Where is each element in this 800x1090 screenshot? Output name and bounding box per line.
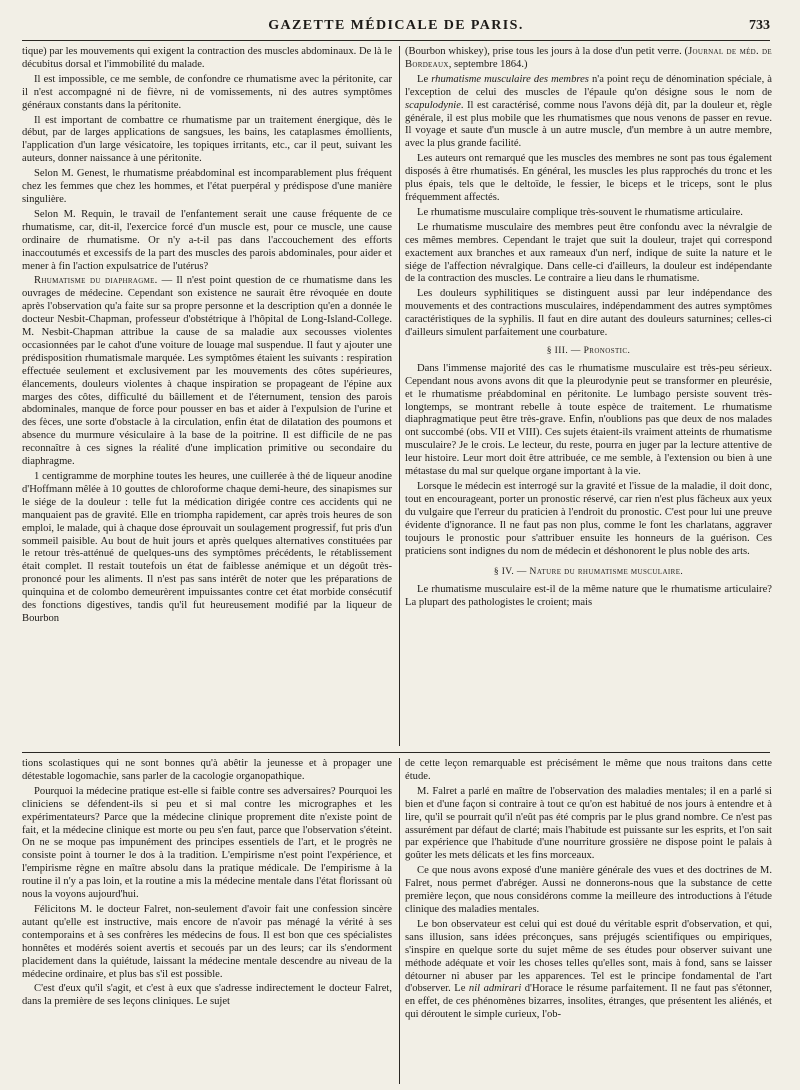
paragraph: Il est important de combattre ce rhumatisme par un traitement énergique, dès le début, par de larges applications de sangsues, les bains, les cataplasmes émollients, l'application d'un large vésicatoire, les topiques irritants, etc., car il peut, suivant les auteurs, donner naissance à une péritonite. <box>22 114 392 165</box>
page-number: 733 <box>749 18 770 33</box>
upper-right-column <box>405 46 772 748</box>
page-header <box>22 16 770 40</box>
lower-left-column <box>22 758 392 1086</box>
paragraph: Félicitons M. le docteur Falret, non-seulement d'avoir fait une confession sincère autant qu'elle est instructive, mais encore de n'avoir pas ménagé la vérité à ses contemporains et à ses confrères les médecins de fous. Il est bon que ces spécialistes honnêtes et modérés soient avertis et secoués par un des leurs; car ils s'endorment placidement dans la quiétude, laissant la médecine mentale descendre au niveau de la médecine ordinaire, et plus bas s'il est possible. <box>22 903 392 980</box>
column-separator <box>399 46 400 746</box>
subsection-heading: Rhumatisme du diaphragme. <box>34 275 158 287</box>
column-separator <box>399 758 400 1084</box>
paragraph-text: — Il n'est point question de ce rhumatisme dans les ouvrages de médecine. Cependant son existence ne saurait être révoquée en doute après l'observation qu'a faite sur sa propre personne et la description qu'en a donnée le docteur Nesbit-Chapman, professeur d'obstétrique à l'hôpital de Long-Island-College. M. Nesbit-Chapman attribue la cause de sa maladie aux secousses violentes occasionnées par le cahot d'une voiture de louage mal suspendue. Il faut y ajouter une prédisposition rhumatismale marquée. Les symptômes étaient les suivants : respiration effectuée seulement et exclusivement par les mouvements des côtes supérieures, élancements, douleurs violentes à chaque inspiration se propageant de l'épine aux marges des côtes, difficulté du bâillement et de l'éternument, tension des parois abdominales, manque de force pour pousser en bas et aider à l'expulsion de l'urine et des fèces, une sorte d'obstacle à la circulation, enfin état de dilatation des poumons et absence du murmure vésiculaire à la base de la poitrine. Il est difficile de ne pas reconnaître à ces signes la réalité d'une implication primitive ou secondaire du diaphragme. <box>22 275 392 468</box>
paragraph: Il est impossible, ce me semble, de confondre ce rhumatisme avec la péritonite, car il n'est accompagné ni de fièvre, ni de vomissements, ni des autres symptômes généraux constants dans la péritonite. <box>22 73 392 111</box>
paragraph: Dans l'immense majorité des cas le rhumatisme musculaire est très-peu sérieux. Cependant nous avons avons dit que la pleurodynie peut se transformer en pleurésie, et le rhumatisme préabdominal en péritonite. Le lumbago persiste souvent très-longtemps, se montrant rebelle à toute espèce de traitement. Le rhumatisme diaphragmatique peut être très-grave. Enfin, n'oublions pas que deux de nos malades ont succombé (obs. VII et VIII). Ces sujets étaient-ils vraiment atteints de rhumatisme musculaire? Je le crois. Le lecteur, du reste, pourra en juger par la lecture attentive de leur histoire. Leur mort doit être attribuée, ce me semble, à l'extension ou bien à une métastase du mal sur quelque organe important à la vie. <box>405 362 772 478</box>
paragraph: de cette leçon remarquable est précisément le même que nous traitons dans cette étude. <box>405 758 772 782</box>
paragraph: C'est d'eux qu'il s'agit, et c'est à eux que s'adresse indirectement le docteur Falret, dans la première de ses leçons cliniques. Le sujet <box>22 983 392 1008</box>
paragraph: tions scolastiques qui ne sont bonnes qu'à abêtir la jeunesse et à propager une détestable logomachie, sans parler de la cacologie organopathique. <box>22 758 392 782</box>
paragraph: Les douleurs syphilitiques se distinguent aussi par leur indépendance des mouvements et des contractions musculaires, indépendamment des autres symptômes caractéristiques de la syphilis. Il faut en dire autant des douleurs saturnines; celles-ci d'ailleurs simulent parfaitement une courbature. <box>405 288 772 339</box>
paragraph: M. Falret a parlé en maître de l'observation des maladies mentales; il en a parlé si bien et d'une façon si contraire à tout ce qu'on est habitué de nos jours à entendre et à lire, qu'il se pourrait qu'il n'eût pas été compris par le plus grand nombre. Ce n'est pas assurément par défaut de clarté; mais l'habitude est puissante sur les esprits, et l'on sait par expérience que l'habitude d'une nourriture grossière ne dispose point le palais à goûter les mets délicats et les fins morceaux. <box>405 785 772 862</box>
section-heading-pronostic: § III. — Pronostic. <box>546 345 631 356</box>
paragraph: Le rhumatisme musculaire complique très-souvent le rhumatisme articulaire. <box>417 206 743 218</box>
paragraph: Selon M. Genest, le rhumatisme préabdominal est incomparablement plus fréquent chez les femmes que chez les hommes, et l'état puerpéral y prédispose d'une manière singulière. <box>22 168 392 205</box>
header-rule <box>22 40 770 41</box>
paragraph: tique) par les mouvements qui exigent la contraction des muscles abdominaux. De là le décubitus dorsal et l'immobilité du malade. <box>22 46 392 70</box>
paragraph: Lorsque le médecin est interrogé sur la gravité et l'issue de la maladie, il doit donc, tout en encourageant, porter un pronostic réservé, car rien n'est plus fâcheux aux yeux du vulgaire que l'erreur du praticien à l'endroit du pronostic. C'est pour lui une preuve évidente d'ignorance. Il ne faut pas non plus, comme le font les charlatans, aggraver toujours le pronostic pour s'attribuer ensuite les honneurs de la guérison. Ces praticiens sont indignes du nom de médecin et déshonorent le plus noble des arts. <box>405 481 772 557</box>
paragraph: Le rhumatisme musculaire est-il de la même nature que le rhumatisme articulaire? La plupart des pathologistes le croient; mais <box>405 584 772 609</box>
paragraph: 1 centigramme de morphine toutes les heures, une cuillerée à thé de liqueur anodine d'Hoffmann mêlée à 10 gouttes de chloroforme chaque demi-heure, des sinapismes sur le siége de la douleur : telle fut la médication dirigée contre ces accidents qui ne manquaient pas de gravité. Elle en triompha rapidement, car après trois heures de son emploi, le malade, qui à chaque dose éprouvait un soulagement progressif, fut pris d'un sommeil paisible. Au bout de huit jours et après quelques alternatives constituées par le retour très-atténué de quelques-uns des symptômes précédents, le rétablissement était complet. Il restait toutefois un état de faiblesse anémique et un dégoût très-prononcé pour les aliments. Il n'est pas sans intérêt de noter que les préparations de quinquina et de colombo demeurèrent impuissantes contre cet état morbide consécutif des fonctions digestives, tandis qu'il fut heureusement modifié par la liqueur de Bourbon <box>22 471 392 624</box>
section-rule <box>22 752 770 753</box>
paragraph: Selon M. Requin, le travail de l'enfantement serait une cause fréquente de ce rhumatisme, car, dit-il, l'exercice forcé d'un muscle est, pour ce muscle, une cause ordinaire de rhumatisme. Or n'y a-t-il pas dans l'accouchement des efforts inaccoutumés et excessifs de la part des muscles des parois abdominales, pour aider et mener à fin l'action expulsatrice de l'utérus? <box>22 208 392 272</box>
paragraph-membres: Le rhumatisme musculaire des membres n'a point reçu de dénomination spéciale, à l'exception de celui des muscles de l'épaule qu'on désigne sous le nom de scapulodynie. Il est caractérisé, comme nous l'avons déjà dit, par la douleur et, règle générale, il est plus mobile que les rhumatismes que nous venons de passer en revue. Il voyage et saute d'un muscle à un autre muscle, d'un membre à un autre membre, avec la plus grande facilité. <box>405 73 772 150</box>
paragraph-diaphragme <box>22 275 392 469</box>
source-citation: (Bourbon whiskey), prise tous les jours à la dose d'un petit verre. (Journal de méd. de Bordeaux, septembre 1864.) <box>405 46 772 70</box>
paragraph-observer: Le bon observateur est celui qui est doué du véritable esprit d'observation, et qui, sans illusion, sans idées préconçues, sans préjugés scientifiques ou empiriques, s'inspire en quelque sorte du sujet même de ses études pour observer suivant une méthode adéquate et voir les choses telles qu'elles sont, mais à fond, sans se laisser détourner ni abuser par les apparences. Tel est le principe fondamental de l'art d'observer. Le nil admirari d'Horace le résume parfaitement. Il ne faut pas s'étonner, en effet, de ces phénomènes bizarres, insolites, étranges, que présentent les aliénés, et qui déroutent le simple curieux, l'ob- <box>405 918 772 1021</box>
italic-term: rhumatisme musculaire des membres <box>431 73 589 85</box>
lower-right-column <box>405 758 772 1086</box>
section-heading-nature: § IV. — Nature du rhumatisme musculaire. <box>493 567 684 578</box>
italic-term: nil admirari <box>468 983 522 995</box>
paragraph: Les auteurs ont remarqué que les muscles des membres ne sont pas tous également disposés à être rhumatisés. En général, les muscles les plus rapprochés du tronc et les plus épais, tels que le deltoïde, le fessier, le biceps et le triceps, sont le plus fréquemment affectés. <box>405 153 772 203</box>
italic-term: scapulodynie <box>405 99 461 111</box>
paragraph: Pourquoi la médecine pratique est-elle si faible contre ses adversaires? Pourquoi les cliniciens se défendent-ils si peu et si mal contre les micrographes et les expérimentateurs? Parce que la médecine clinique proprement dite n'existe point de fait, et la médecine clinique est morte ou peu s'en faut, parce que l'observation s'éteint. On ne se moque pas impunément des principes essentiels de l'art, et le progrès ne consiste point à tourner le dos à la tradition. L'empirisme n'est point l'expérience, et l'empirisme règne en maître absolu dans la pratique médicale. De l'empirisme à la routine il n'y a pas loin, et la routine a mis la médecine mentale dans l'état florissant où nous la voyons aujourd'hui. <box>22 785 392 901</box>
journal-reference: Journal de méd. de Bordeaux <box>405 46 772 70</box>
upper-left-column <box>22 46 392 748</box>
journal-title: GAZETTE MÉDICALE DE PARIS. <box>268 18 524 33</box>
paragraph: Le rhumatisme musculaire des membres peut être confondu avec la névralgie de ces mêmes membres. Cependant le trajet que suit la douleur, trajet qui correspond exactement aux branches et aux rameaux d'un nerf, indique de suite la nature et le siége de l'affection névralgique. Dans celle-ci d'ailleurs, la douleur est indépendante de la contraction des muscles. Le contraire a lieu dans le rhumatisme. <box>405 221 772 285</box>
paragraph: Ce que nous avons exposé d'une manière générale des vues et des doctrines de M. Falret, nous permet d'abréger. Aussi ne donnerons-nous que la substance de cette première leçon, que nous considérons comme la meilleure des introductions à l'étude clinique des maladies mentales. <box>405 865 772 915</box>
